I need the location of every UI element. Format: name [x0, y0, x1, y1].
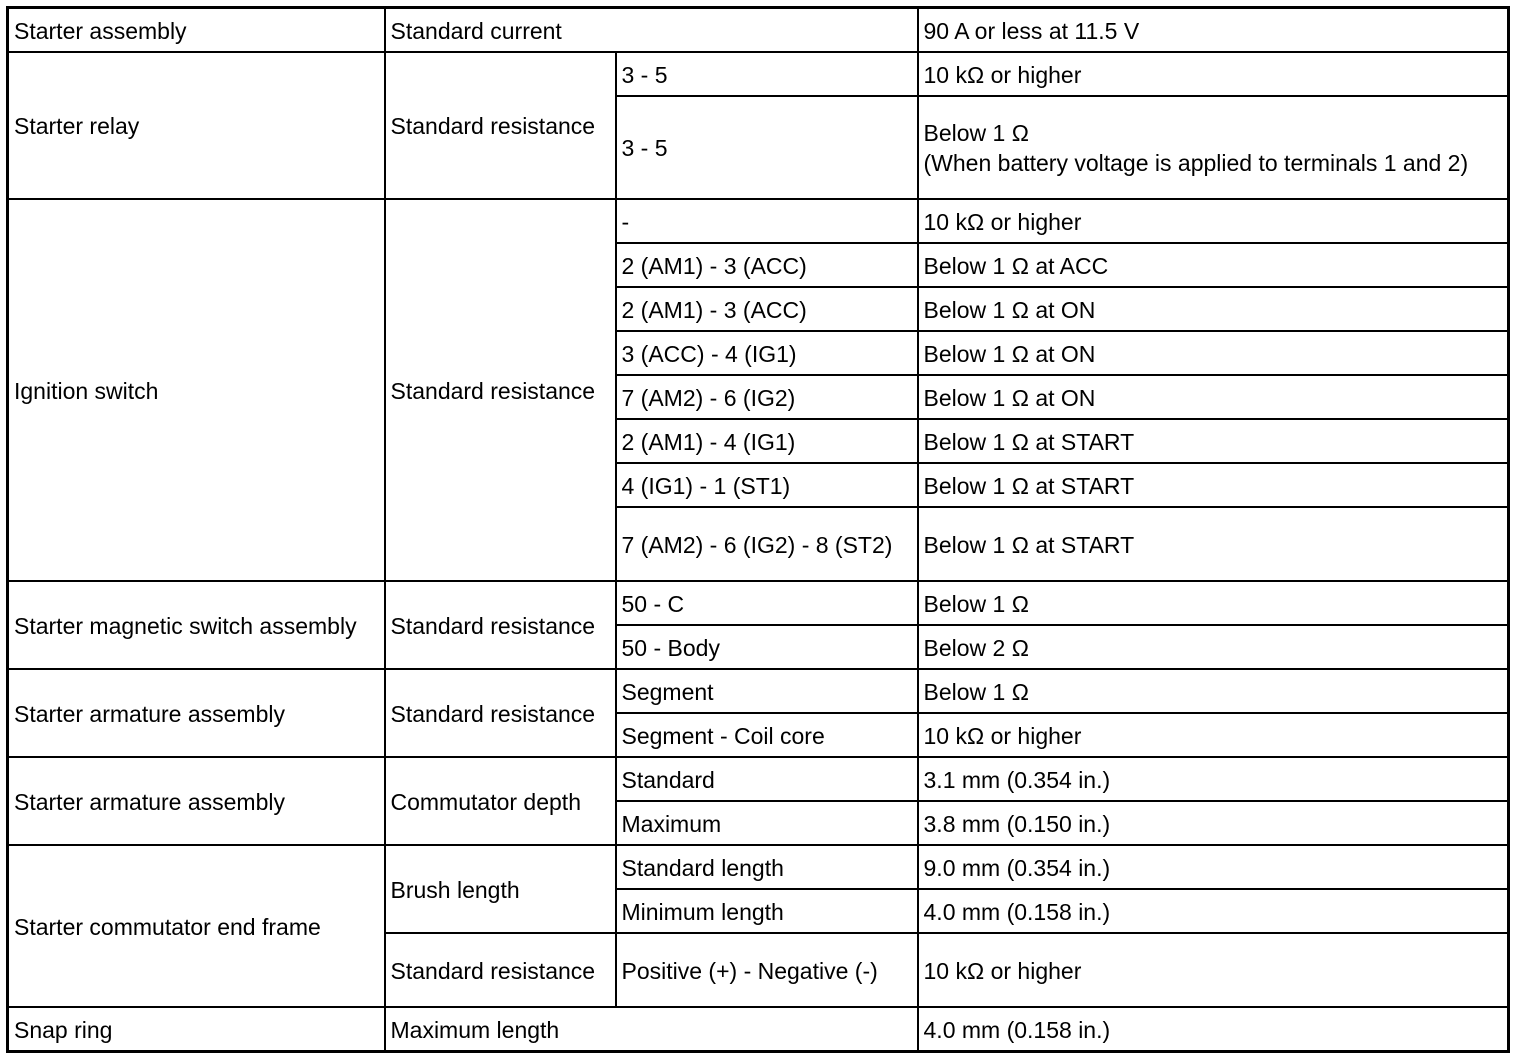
value-text: Below 1 Ω: [923, 120, 1029, 146]
value-cell: 10 kΩ or higher: [918, 52, 1509, 96]
value-cell: Below 2 Ω: [918, 625, 1509, 669]
item-cell: Standard resistance: [385, 933, 616, 1007]
condition-cell: Maximum: [616, 801, 918, 845]
item-cell: Standard current: [385, 8, 918, 53]
condition-cell: 3 (ACC) - 4 (IG1): [616, 331, 918, 375]
part-cell: Starter armature assembly: [8, 669, 385, 757]
value-cell: Below 1 Ω at ON: [918, 375, 1509, 419]
table-row: [8, 845, 1509, 889]
value-cell: Below 1 Ω at START: [918, 419, 1509, 463]
value-cell: Below 1 Ω at START: [918, 463, 1509, 507]
value-cell: 90 A or less at 11.5 V: [918, 8, 1509, 53]
condition-cell: 50 - C: [616, 581, 918, 625]
value-cell: Below 1 Ω: [918, 669, 1509, 713]
condition-cell: Segment - Coil core: [616, 713, 918, 757]
item-cell: Standard resistance: [385, 581, 616, 669]
part-cell: Snap ring: [8, 1007, 385, 1052]
value-cell: 4.0 mm (0.158 in.): [918, 889, 1509, 933]
table-row: [8, 669, 1509, 713]
value-cell: Below 1 Ω at ON: [918, 331, 1509, 375]
part-cell: Starter assembly: [8, 8, 385, 53]
value-cell: [918, 96, 1509, 199]
table-row: [8, 8, 1509, 53]
condition-cell: -: [616, 199, 918, 243]
condition-cell: 3 - 5: [616, 96, 918, 199]
condition-cell: 7 (AM2) - 6 (IG2) - 8 (ST2): [616, 507, 918, 581]
condition-cell: Minimum length: [616, 889, 918, 933]
table-row: [8, 199, 1509, 243]
condition-cell: 2 (AM1) - 3 (ACC): [616, 243, 918, 287]
value-cell: Below 1 Ω at START: [918, 507, 1509, 581]
value-cell: Below 1 Ω: [918, 581, 1509, 625]
condition-cell: Positive (+) - Negative (-): [616, 933, 918, 1007]
part-cell: Starter magnetic switch assembly: [8, 581, 385, 669]
condition-cell: 4 (IG1) - 1 (ST1): [616, 463, 918, 507]
condition-cell: 7 (AM2) - 6 (IG2): [616, 375, 918, 419]
value-cell: 10 kΩ or higher: [918, 933, 1509, 1007]
item-cell: Standard resistance: [385, 52, 616, 199]
condition-cell: 2 (AM1) - 3 (ACC): [616, 287, 918, 331]
table-row: [8, 757, 1509, 801]
item-cell: Maximum length: [385, 1007, 918, 1052]
value-cell: 10 kΩ or higher: [918, 199, 1509, 243]
item-cell: Brush length: [385, 845, 616, 933]
condition-cell: Segment: [616, 669, 918, 713]
value-note: (When battery voltage is applied to terminals 1 and 2): [923, 150, 1469, 176]
condition-cell: Standard: [616, 757, 918, 801]
table-row: [8, 52, 1509, 96]
value-cell: 3.8 mm (0.150 in.): [918, 801, 1509, 845]
condition-cell: 2 (AM1) - 4 (IG1): [616, 419, 918, 463]
part-cell: Starter relay: [8, 52, 385, 199]
table-row: [8, 581, 1509, 625]
value-cell: Below 1 Ω at ON: [918, 287, 1509, 331]
item-cell: Standard resistance: [385, 199, 616, 581]
item-cell: Standard resistance: [385, 669, 616, 757]
specification-table: [6, 6, 1510, 1053]
value-cell: 4.0 mm (0.158 in.): [918, 1007, 1509, 1052]
item-cell: Commutator depth: [385, 757, 616, 845]
value-cell: Below 1 Ω at ACC: [918, 243, 1509, 287]
part-cell: Starter armature assembly: [8, 757, 385, 845]
table-row: [8, 1007, 1509, 1052]
condition-cell: 50 - Body: [616, 625, 918, 669]
part-cell: Starter commutator end frame: [8, 845, 385, 1007]
value-cell: 10 kΩ or higher: [918, 713, 1509, 757]
value-cell: 3.1 mm (0.354 in.): [918, 757, 1509, 801]
value-cell: 9.0 mm (0.354 in.): [918, 845, 1509, 889]
part-cell: Ignition switch: [8, 199, 385, 581]
condition-cell: 3 - 5: [616, 52, 918, 96]
condition-cell: Standard length: [616, 845, 918, 889]
